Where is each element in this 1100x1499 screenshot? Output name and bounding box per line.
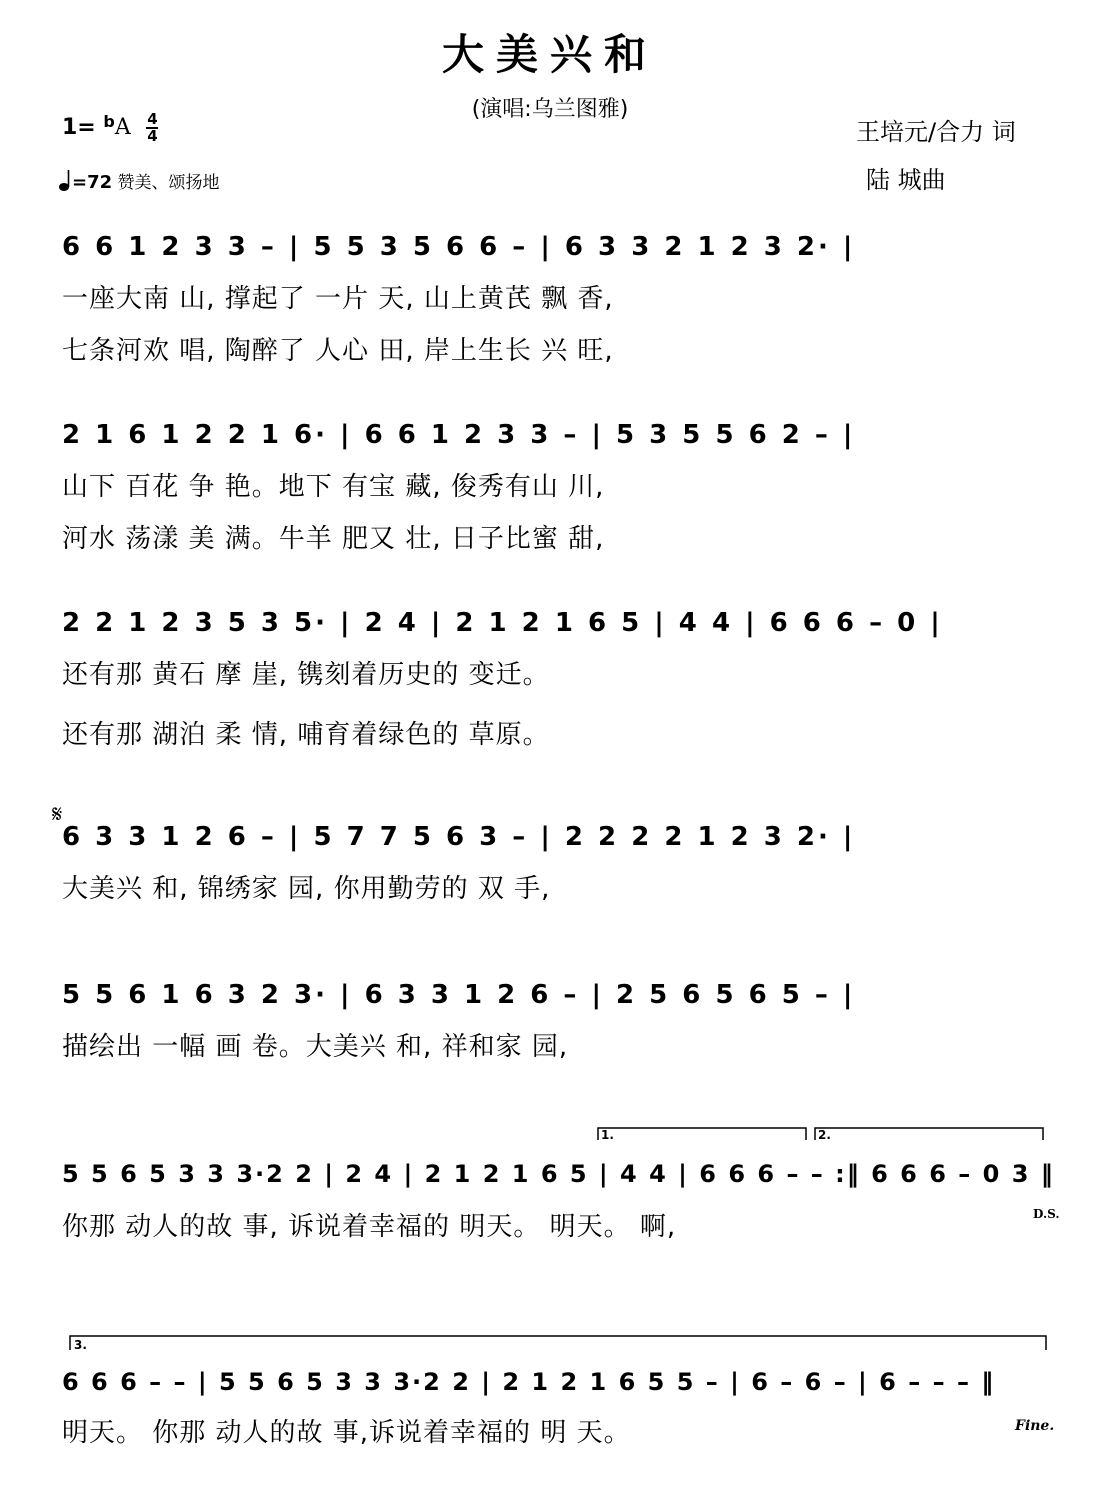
segno-sign: 𝄋 [52,800,63,828]
key-letter: A [114,115,131,140]
time-bottom: 4 [147,127,158,145]
composer-credit: 陆 城曲 [866,166,946,194]
notation-line-5: 5 5 6 1 6 3 2 3· | 6 3 3 1 2 6 – | 2 5 6 5 6 5 – | [62,980,856,1010]
ds-marking: D.S. [1033,1207,1060,1221]
performer-credit: (演唱:乌兰图雅) [471,97,629,122]
flat-sign: b [103,112,115,131]
key-prefix: 1= [62,115,104,140]
notation-line-3: 2 2 1 2 3 5 3 5· | 2 4 | 2 1 2 1 6 5 | 4 4 | 6 6 6 – 0 | [62,608,943,638]
volta-1-label: 1. [601,1128,614,1142]
tempo-value: =72 [72,172,113,193]
lyricist-credit: 王培元/合力 词 [856,118,1016,146]
lyric-line-6: 你那 动人的故 事, 诉说着幸福的 明天。 明天。 啊, [62,1212,677,1242]
lyric-line-1b: 七条河欢 唱, 陶醉了 人心 田, 岸上生长 兴 旺, [62,336,614,366]
time-top: 4 [147,110,158,128]
lyric-line-5: 描绘出 一幅 画 卷。大美兴 和, 祥和家 园, [62,1032,569,1062]
volta-2-label: 2. [818,1128,831,1142]
notation-line-4: 6 3 3 1 2 6 – | 5 7 7 5 6 3 – | 2 2 2 2 1 2 3 2· | [62,822,856,852]
lyric-line-3b: 还有那 湖泊 柔 情, 哺育着绿色的 草原。 [62,720,550,750]
lyric-line-3a: 还有那 黄石 摩 崖, 镌刻着历史的 变迁。 [62,660,550,690]
notation-line-1: 6 6 1 2 3 3 – | 5 5 3 5 6 6 – | 6 3 3 2 1 2 3 2· | [62,232,856,262]
expression-text: 赞美、颂扬地 [117,173,220,193]
lyric-line-7: 明天。 你那 动人的故 事,诉说着幸福的 明 天。 [62,1418,631,1448]
fine-marking: Fine. [1015,1418,1055,1434]
lyric-line-2b: 河水 荡漾 美 满。牛羊 肥又 壮, 日子比蜜 甜, [62,524,605,554]
notation-line-2: 2 1 6 1 2 2 1 6· | 6 6 1 2 3 3 – | 5 3 5 5 6 2 – | [62,420,856,450]
lyric-line-2a: 山下 百花 争 艳。地下 有宝 藏, 俊秀有山 川, [62,472,605,502]
notation-line-7: 6 6 6 – – | 5 5 6 5 3 3 3·2 2 | 2 1 2 1 6 5 5 – | 6 – 6 – | 6 – – – ‖ [62,1368,996,1396]
notation-line-6: 5 5 6 5 3 3 3·2 2 | 2 4 | 2 1 2 1 6 5 | 4 4 | 6 6 6 – – :‖ 6 6 6 – 0 3 ‖ [62,1160,1055,1188]
lyric-line-4: 大美兴 和, 锦绣家 园, 你用勤劳的 双 手, [62,874,551,904]
lyric-line-1a: 一座大南 山, 撑起了 一片 天, 山上黄芪 飘 香, [62,284,614,314]
volta-3-label: 3. [74,1338,87,1352]
song-title: 大美兴和 [441,30,658,79]
